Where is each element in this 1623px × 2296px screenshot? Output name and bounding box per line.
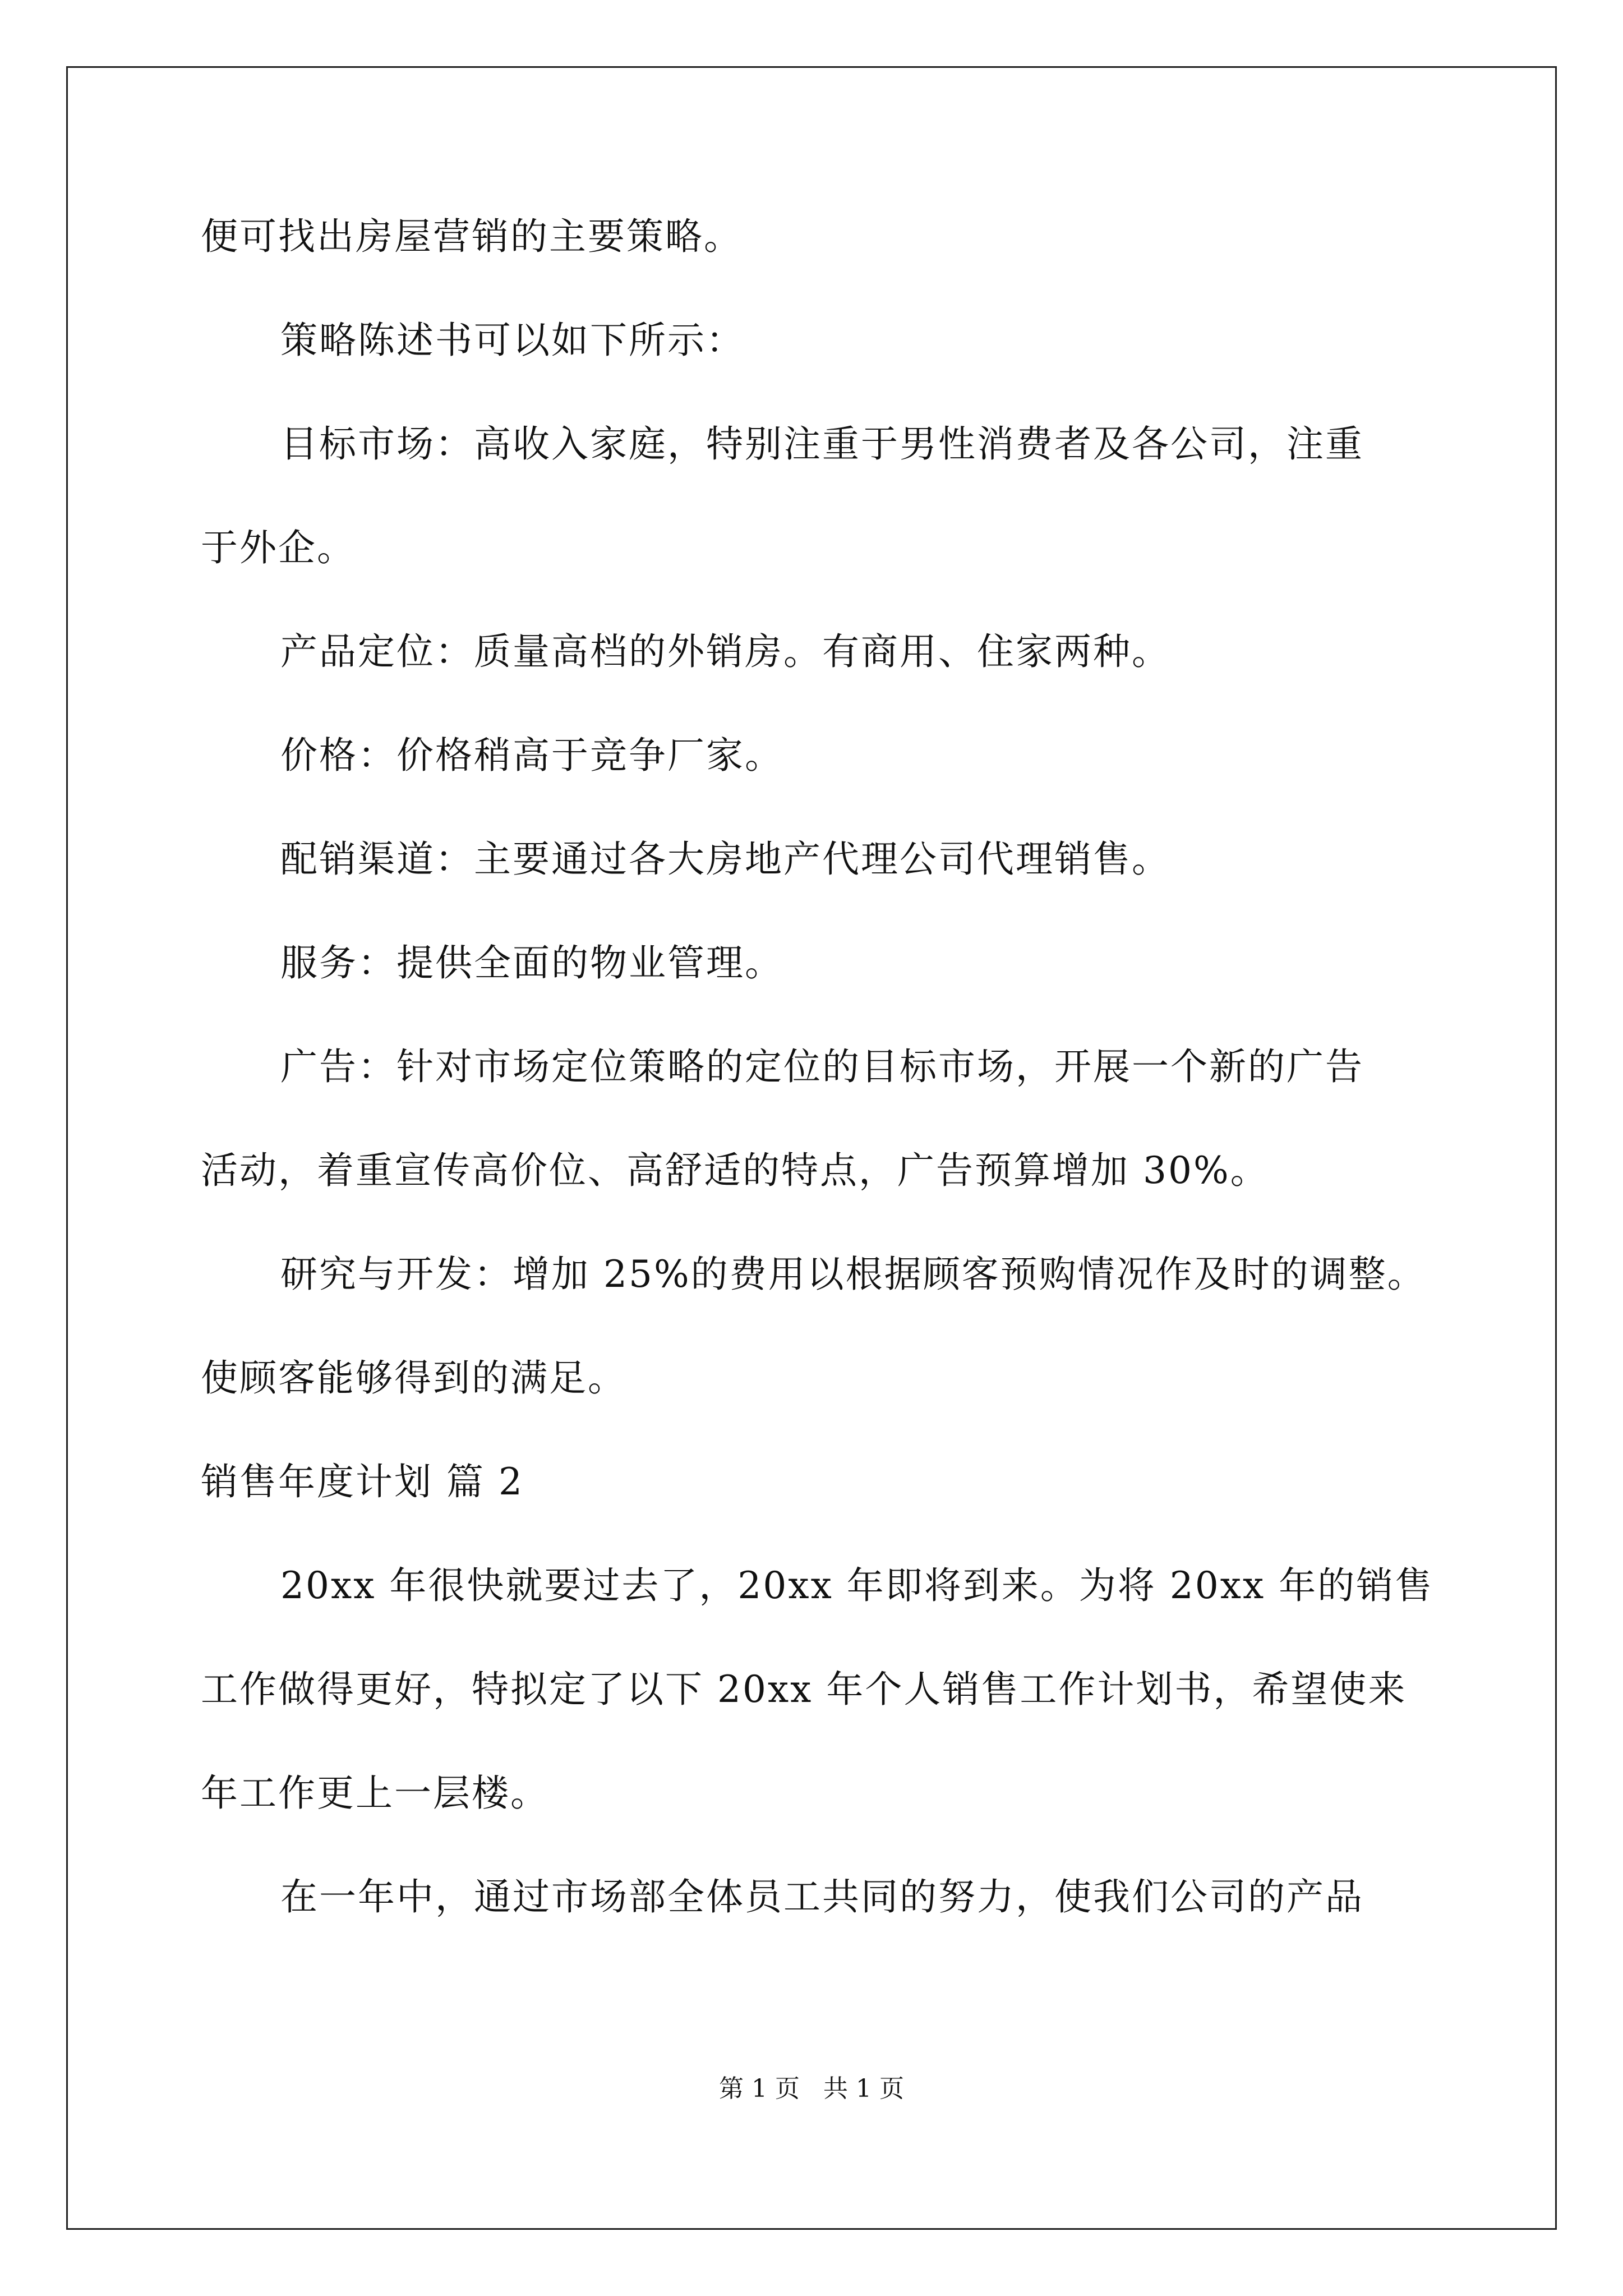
paragraph-line: 策略陈述书可以如下所示：: [280, 319, 745, 362]
paragraph-line: 工作做得更好，特拟定了以下 20xx 年个人销售工作计划书，希望使来: [201, 1668, 1407, 1711]
paragraph-line: 产品定位：质量高档的外销房。有商用、住家两种。: [280, 630, 1170, 673]
section-heading: 销售年度计划 篇 2: [201, 1460, 524, 1503]
paragraph-line: 服务：提供全面的物业管理。: [280, 941, 783, 984]
paragraph-line: 使顾客能够得到的满足。: [201, 1356, 626, 1400]
page-number-footer: 第 1 页 共 1 页: [719, 2074, 904, 2103]
paragraph-line: 在一年中，通过市场部全体员工共同的努力，使我们公司的产品: [280, 1875, 1364, 1918]
paragraph-line: 年工作更上一层楼。: [201, 1772, 549, 1815]
paragraph-line: 配销渠道：主要通过各大房地产代理公司代理销售。: [280, 838, 1170, 881]
paragraph-line: 广告：针对市场定位策略的定位的目标市场，开展一个新的广告: [280, 1045, 1364, 1088]
paragraph-line: 活动，着重宣传高价位、高舒适的特点，广告预算增加 30%。: [201, 1149, 1269, 1192]
paragraph-line: 于外企。: [201, 526, 356, 569]
paragraph-line: 便可找出房屋营销的主要策略。: [201, 215, 743, 258]
paragraph-line: 目标市场：高收入家庭，特别注重于男性消费者及各公司，注重: [280, 422, 1364, 466]
paragraph-line: 价格：价格稍高于竞争厂家。: [280, 734, 783, 777]
paragraph-line: 20xx 年很快就要过去了，20xx 年即将到来。为将 20xx 年的销售: [280, 1564, 1434, 1607]
paragraph-line: 研究与开发：增加 25%的费用以根据顾客预购情况作及时的调整。: [280, 1253, 1426, 1296]
